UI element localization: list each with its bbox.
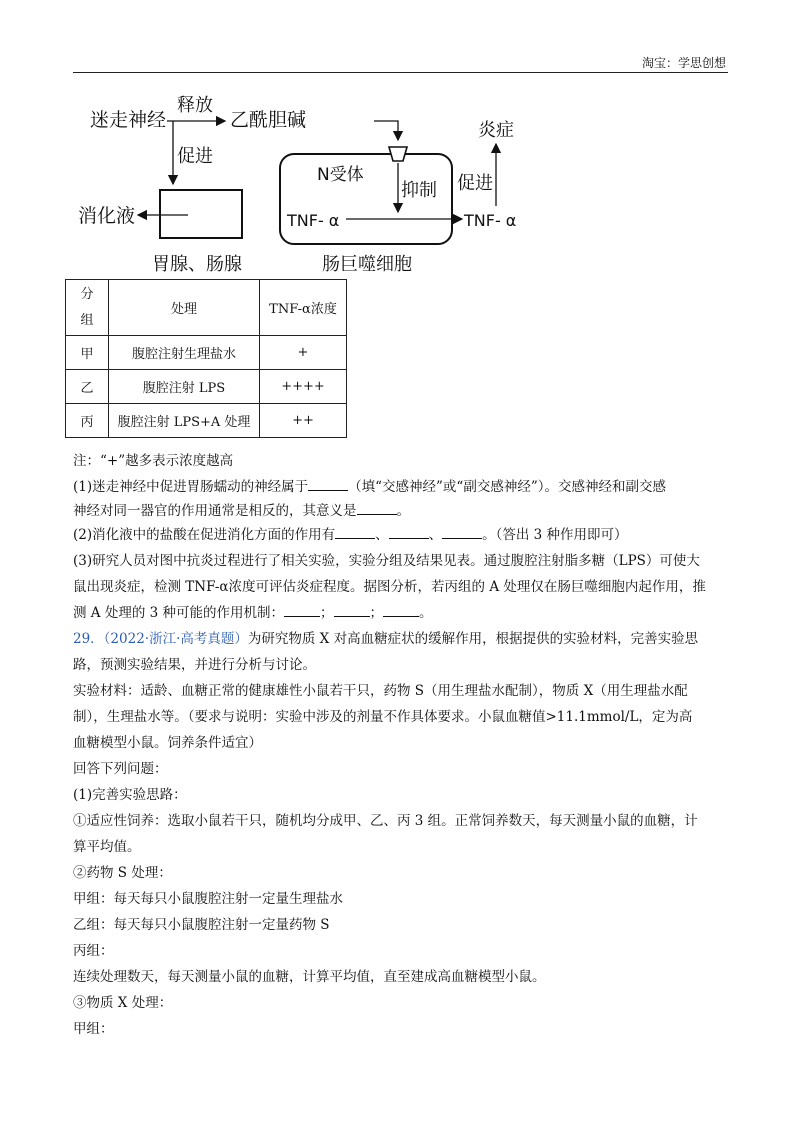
step-1-line-1: ①适应性饲养：选取小鼠若干只，随机均分成甲、乙、丙 3 组。正常饲养数天，每天测量小鼠的血糖，计 [73, 813, 698, 829]
table-cell: 腹腔注射生理盐水 [109, 336, 260, 370]
label-tnf-inside: TNF- α [287, 211, 340, 230]
gland-box [160, 190, 242, 238]
label-promote-1: 促进 [177, 146, 213, 167]
table-cell: 腹腔注射 LPS [109, 370, 260, 404]
q3-sep: ； [320, 605, 334, 621]
label-vagus-nerve: 迷走神经 [90, 109, 167, 131]
question-29-line-1 [73, 628, 733, 650]
q3-end: 。 [419, 605, 433, 621]
answer-blank[interactable] [442, 524, 482, 539]
q1-text-d: 。 [396, 503, 410, 519]
answer-prompt: 回答下列问题： [73, 761, 168, 777]
vagus-anti-inflammation-diagram [60, 88, 540, 278]
question-3-line-3 [73, 602, 733, 624]
table-cell: 甲 [66, 336, 109, 370]
table-header-cell: 分 组 [66, 280, 109, 336]
q2-sep: 、 [428, 527, 443, 543]
table-header-row [66, 280, 347, 336]
label-n-receptor: N受体 [317, 165, 364, 185]
step-2-group-c: 丙组： [73, 943, 114, 959]
label-inhibit: 抑制 [401, 180, 437, 201]
table-header-cell: 处理 [109, 280, 260, 336]
label-release: 释放 [177, 95, 213, 116]
page-header [73, 46, 728, 73]
q3-text-a: 测 A 处理的 3 种可能的作用机制： [73, 605, 285, 621]
answer-blank[interactable] [308, 476, 348, 491]
table-row [66, 336, 347, 370]
q3-sep: ； [369, 605, 384, 621]
part-1-title: (1)完善实验思路： [73, 787, 187, 803]
label-tnf-outside: TNF- α [464, 211, 517, 230]
label-gland: 胃腺、肠腺 [152, 254, 242, 275]
table-cell: 丙 [66, 404, 109, 438]
arrow-ach-to-receptor [374, 121, 398, 140]
label-inflammation: 炎症 [478, 120, 514, 141]
question-1-line-1 [73, 476, 733, 498]
materials-line-1: 实验材料：适龄、血糖正常的健康雄性小鼠若干只，药物 S（用生理盐水配制），物质 X（用生理盐水配 [73, 683, 688, 699]
table-cell: + [260, 336, 347, 370]
answer-blank[interactable] [389, 524, 429, 539]
label-digestive-juice: 消化液 [78, 205, 136, 227]
experiment-table [65, 279, 347, 438]
step-2-continue: 连续处理数天，每天测量小鼠的血糖，计算平均值，直至建成高血糖模型小鼠。 [73, 969, 546, 985]
q2-end: 。（答出 3 种作用即可） [482, 527, 628, 543]
q1-text-b: （填“交感神经”或“副交感神经”）。交感神经和副交感 [348, 479, 666, 495]
step-3-group-a: 甲组： [73, 1021, 114, 1037]
table-cell: ++++ [260, 370, 347, 404]
q2-text-a: (2)消化液中的盐酸在促进消化方面的作用有 [73, 527, 336, 543]
step-2-title: ②药物 S 处理： [73, 865, 172, 881]
table-row [66, 370, 347, 404]
answer-blank[interactable] [383, 602, 419, 617]
label-promote-2: 促进 [457, 173, 493, 194]
question-29-source: 29．（2022·浙江·高考真题） [73, 631, 248, 647]
answer-blank[interactable] [335, 524, 375, 539]
step-2-group-b: 乙组：每天每只小鼠腹腔注射一定量药物 S [73, 917, 330, 933]
answer-blank[interactable] [357, 500, 397, 515]
table-note: 注：“+”越多表示浓度越高 [73, 453, 234, 469]
n-receptor-symbol [389, 147, 407, 161]
q2-sep: 、 [375, 527, 389, 543]
question-2 [73, 524, 733, 546]
step-3-title: ③物质 X 处理： [73, 995, 173, 1011]
step-1-line-2: 算平均值。 [73, 839, 141, 855]
table-cell: 腹腔注射 LPS+A 处理 [109, 404, 260, 438]
header-brand: 淘宝：学思创想 [641, 56, 726, 70]
materials-line-2: 制），生理盐水等。（要求与说明：实验中涉及的剂量不作具体要求。小鼠血糖值>11.1mmol/L，定为高 [73, 709, 693, 725]
label-macrophage: 肠巨噬细胞 [322, 254, 412, 275]
question-3-line-1: (3)研究人员对图中抗炎过程进行了相关实验，实验分组及结果见表。通过腹腔注射脂多糖（LPS）可使大 [73, 553, 700, 569]
question-29-line-2: 路，预测实验结果，并进行分析与讨论。 [73, 657, 316, 673]
table-row [66, 404, 347, 438]
q1-text-a: (1)迷走神经中促进胃肠蠕动的神经属于 [73, 479, 309, 495]
question-1-line-2 [73, 500, 733, 522]
table-cell: 乙 [66, 370, 109, 404]
q1-text-c: 神经对同一器官的作用通常是相反的，其意义是 [73, 503, 357, 519]
question-3-line-2: 鼠出现炎症，检测 TNF-α浓度可评估炎症程度。据图分析，若丙组的 A 处理仅在肠巨噬细胞内起作用，推 [73, 579, 706, 595]
materials-line-3: 血糖模型小鼠。饲养条件适宜） [73, 735, 262, 751]
label-acetylcholine: 乙酰胆碱 [230, 109, 307, 131]
table-cell: ++ [260, 404, 347, 438]
q29-text-a: 为研究物质 X 对高血糖症状的缓解作用，根据提供的实验材料，完善实验思 [247, 631, 699, 647]
table-header-cell: TNF-α浓度 [260, 280, 347, 336]
step-2-group-a: 甲组：每天每只小鼠腹腔注射一定量生理盐水 [73, 891, 343, 907]
answer-blank[interactable] [334, 602, 370, 617]
answer-blank[interactable] [284, 602, 320, 617]
